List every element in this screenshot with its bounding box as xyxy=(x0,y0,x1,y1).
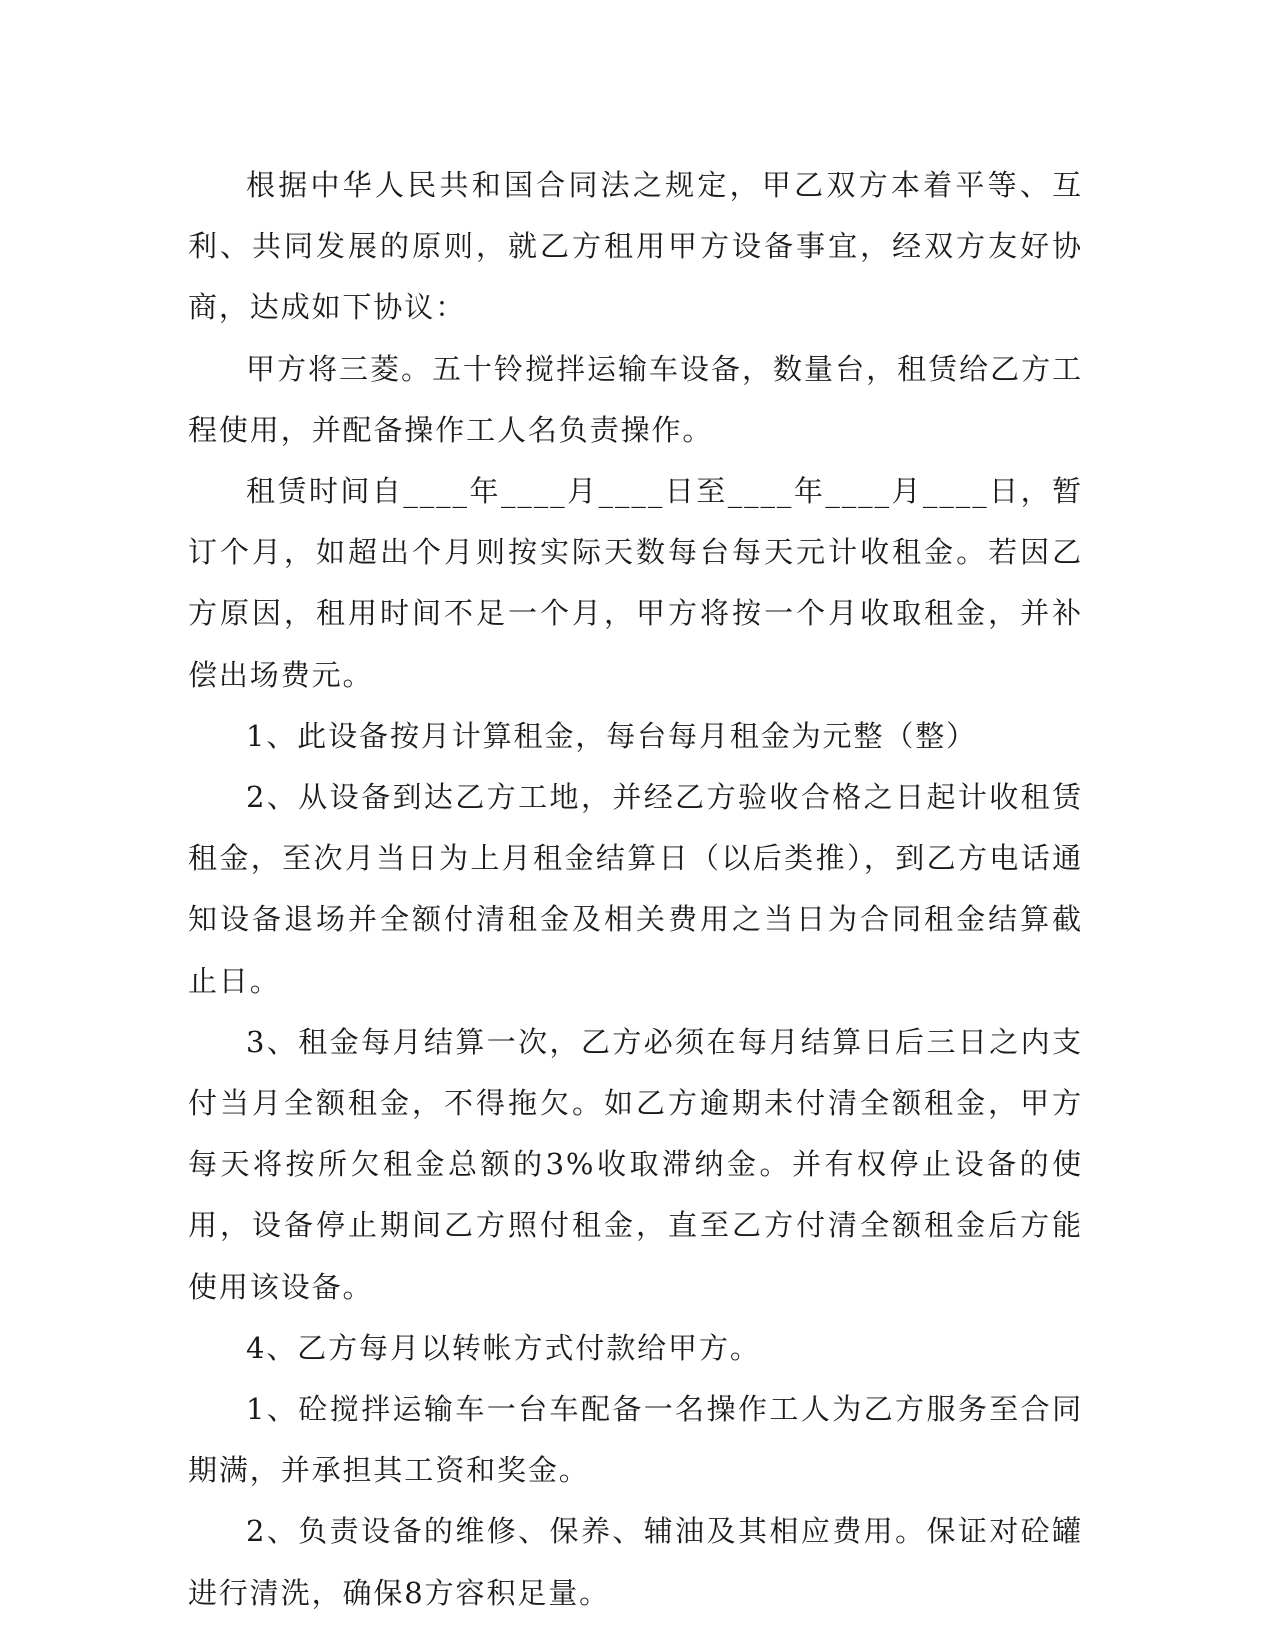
paragraph-preamble: 根据中华人民共和国合同法之规定，甲乙双方本着平等、互利、共同发展的原则，就乙方租用甲方设备事宜，经双方友好协商，达成如下协议： xyxy=(188,168,1083,325)
paragraph-rent-item-1: 1、此设备按月计算租金，每台每月租金为元整（整） xyxy=(246,718,978,753)
paragraph-duty-item-1: 1、砼搅拌运输车一台车配备一名操作工人为乙方服务至合同期满，并承担其工资和奖金。 xyxy=(188,1392,1083,1488)
paragraph-equipment: 甲方将三菱。五十铃搅拌运输车设备，数量台，租赁给乙方工程使用，并配备操作工人名负责操作。 xyxy=(188,351,1083,447)
contract-body xyxy=(188,155,1083,1624)
paragraph-rent-item-3: 3、租金每月结算一次，乙方必须在每月结算日后三日之内支付当月全额租金，不得拖欠。如乙方逾期未付清全额租金，甲方每天将按所欠租金总额的3%收取滞纳金。并有权停止设备的使用，设备停止期间乙方照付租金，直至乙方付清全额租金后方能使用该设备。 xyxy=(188,1024,1083,1304)
paragraph-rent-item-4: 4、乙方每月以转帐方式付款给甲方。 xyxy=(246,1330,761,1365)
paragraph-lease-period: 租赁时间自____年____月____日至____年____月____日，暂订个月，如超出个月则按实际天数每台每天元计收租金。若因乙方原因，租用时间不足一个月，甲方将按一个月收取租金，并补偿出场费元。 xyxy=(188,474,1083,692)
paragraph-rent-item-2: 2、从设备到达乙方工地，并经乙方验收合格之日起计收租赁租金，至次月当日为上月租金结算日（以后类推），到乙方电话通知设备退场并全额付清租金及相关费用之当日为合同租金结算截止日。 xyxy=(188,780,1083,998)
paragraph-duty-item-2: 2、负责设备的维修、保养、辅油及其相应费用。保证对砼罐进行清洗，确保8方容积足量。 xyxy=(188,1514,1083,1610)
